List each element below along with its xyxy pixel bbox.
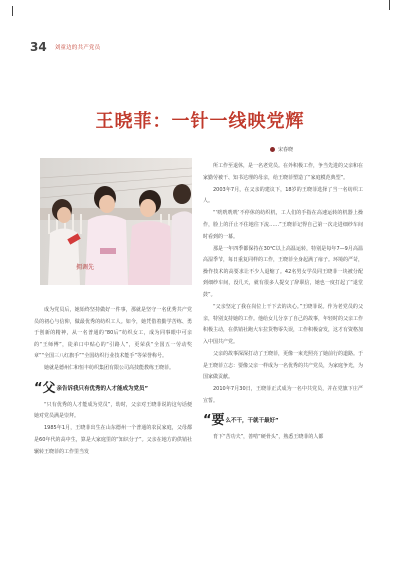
subheading <box>34 383 192 396</box>
subheading <box>203 415 363 428</box>
subheading-lead: “要 <box>203 413 225 429</box>
left-column <box>34 305 192 459</box>
author-dot-icon <box>270 147 275 152</box>
paragraph: 父亲的故事深深打动了王晓菲，更像一束光照亮了她前行的道路。于是王晓菲立志：要像父亲一样成为一名优秀的共产党员，为家庭争光，为国家做贡献。 <box>203 351 364 381</box>
subheading-text: 亲告诉我只有优秀的人才能成为党员” <box>56 386 149 393</box>
subheading-text: 么不干，干就干最好” <box>225 418 279 425</box>
photo-sign: 拥调先 <box>76 264 95 271</box>
paragraph: 2003年7月，在父亲的建议下，18岁的王晓菲选择了当一名纺织工人。 <box>203 186 363 205</box>
article-photo <box>40 158 192 285</box>
subheading-lead: “父 <box>34 381 56 397</box>
paragraph: 1985年1月，王晓菲出生在山东德州一个普通的农民家庭，父母都是60年代的高中生，算是大家庭里的“知识分子”。父亲在地方的供销社辗转王晓菲的工作里当发 <box>34 425 192 455</box>
paragraph: “只有优秀的人才能成为党员”，幼时，父亲对王晓菲说的这句话便她对党员满是崇拜。 <box>34 401 192 420</box>
paragraph: “父亲坚定了我在岗位上干下去的决心。”王晓菲说。作为老党员的父亲，特别支持她的工作。他给女儿分享了自己的故事，年轻时的父亲工作积极主动，在供销社跑大车拉货物零失误，工作积极奋发，这才有资格加入中国共产党。 <box>203 304 364 345</box>
page-header <box>30 40 100 54</box>
page-number: 34 <box>30 40 47 54</box>
photo-illustration <box>40 158 192 285</box>
article-title: 王晓菲：一针一线映党辉 <box>95 111 305 132</box>
section-name: 刘童边的共产党员 <box>54 45 101 51</box>
paragraph: 所工作至退休，是一名老党员。在外积极工作，争当先进的父亲和在家勤劳被干、知书达理的母亲，给王晓菲塑造了“家庭模范典型”。 <box>203 163 364 181</box>
paragraph: 成为党员后，她始终坚持做好一件事，那就是坚守一名优秀共产党员的初心与信仰，做最优秀的纺织工人。如今，她凭借着勤学苦练、勇于创新的精神，从一名普通的“80后”纺织女工，成为同事眼中可亲的“王师傅”，徒弟口中贴心的“引路人”，更荣获“全国五一劳动奖章”“全国三八红旗手”“全国纺织行业技术能手”等荣誉称号。 <box>34 307 192 360</box>
crop-mark-top-right <box>375 0 390 10</box>
right-column <box>203 161 363 444</box>
paragraph: “‘咣咣咣咣’不停休的纺织机，工人们的手指在高速运转的机器上操作，脸上的汗止不住地往下流……”王晓菲记得自己第一次走进细纱车间时看到的一幕。 <box>203 210 363 240</box>
paragraph: 她就是德州仁和恒丰纺织集团有限公司高技能教练王晓菲。 <box>44 365 175 372</box>
paragraph: 那是一年四季都保持在30℃以上高温运转，特别是每年7—9月高温高湿季节，每日重复同样的工作，王晓菲全身起满了痱子。环境的严苛，操作技术的高要求让不少人退缩了。42名男女学员同王晓菲一块被分配到细纱车间，没几天，就有很多人提交了辞职信，她也一度打起了“退堂鼓”。 <box>203 245 364 299</box>
author-line <box>270 146 293 153</box>
crop-mark-top-left <box>0 6 13 16</box>
paragraph: 育下“苦功夫”，善啃“硬骨头”，熟悉王晓菲的人都 <box>213 434 324 441</box>
paragraph: 2010年7月30日，王晓菲正式成为一名中共党员，并在党旗下庄严宣誓。 <box>203 386 363 404</box>
author-name: 宋春晓 <box>278 147 294 153</box>
